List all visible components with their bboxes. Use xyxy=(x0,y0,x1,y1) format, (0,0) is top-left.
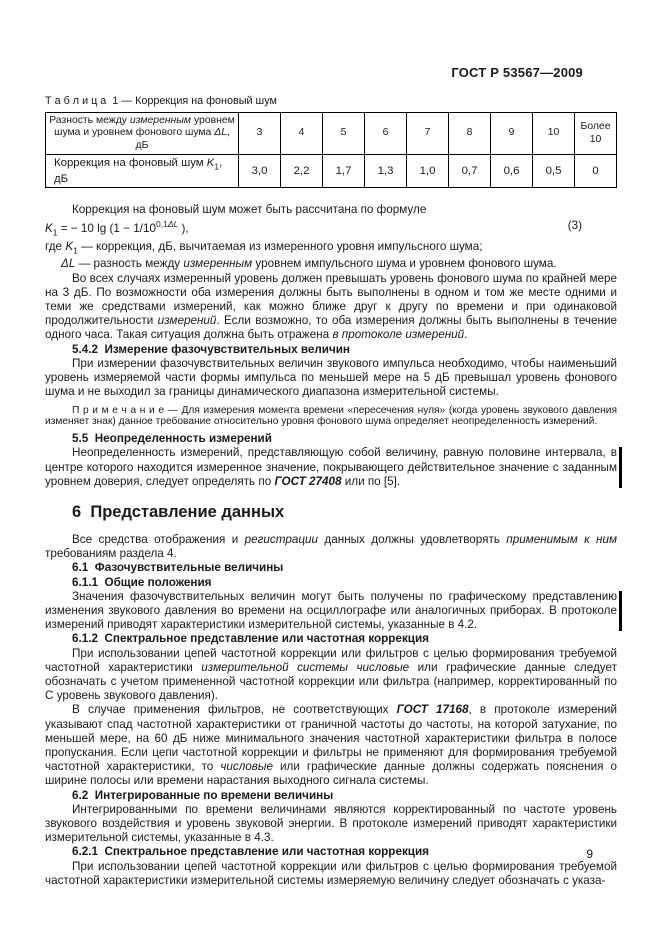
text-run: 1 xyxy=(52,227,58,238)
table-value-cell: 2,2 xyxy=(281,155,323,188)
text-run: ГОСТ 17168 xyxy=(396,703,469,717)
text-run: измеренным xyxy=(183,257,253,271)
table-header-row xyxy=(46,113,617,155)
text-run: 6.1.2 Спектральное представление или частотная коррекция xyxy=(72,632,429,646)
text-run: = − 10 lg (1 − 1/10 xyxy=(57,222,156,236)
where-line xyxy=(45,257,617,271)
subsection-heading xyxy=(45,343,617,357)
table-value-cell: 0 xyxy=(575,155,617,188)
text-run: данных должны удовлетворять xyxy=(318,532,507,546)
text-run: . Если возможно, то оба измерения должны быть выполнены в течение одного часа. Такая ситуация должна быть отражена xyxy=(45,314,617,342)
text-run: уровнем импульсного шума и уровнем фонового шума. xyxy=(252,257,557,271)
text-run: . xyxy=(464,328,468,342)
text-run: В случае применения фильтров, не соответствующих xyxy=(72,703,397,717)
subsection-heading xyxy=(45,632,617,646)
paragraph xyxy=(45,803,617,846)
table-header-cell: 8 xyxy=(449,113,491,155)
formula-number: (3) xyxy=(567,218,582,232)
text-run: измерительной системы числовые xyxy=(201,660,410,674)
text-run: измеренным xyxy=(129,115,192,126)
paragraph xyxy=(45,703,617,788)
text-run: 1 xyxy=(73,245,78,256)
text-run: K xyxy=(45,222,53,236)
text-run: K xyxy=(65,239,74,253)
text-run: — коррекция, дБ, вычитаемая из измеренного уровня импульсного шума; xyxy=(77,239,483,253)
text-run: 6.2 Интегрированные по времени величины xyxy=(72,788,334,802)
text-run: 5.5 Неопределенность измерений xyxy=(72,432,272,446)
table-value-cell: 1,7 xyxy=(323,155,365,188)
table-value-cell: 1,3 xyxy=(365,155,407,188)
formula-expression xyxy=(45,219,189,238)
text-run: Неопределенность измерений, представляющую собой величину, равную половине интервала, в центре которого находится измеренное значение, покрывающего действительное значение с заданным уровнем доверия, следует определять по xyxy=(45,446,617,488)
table-header-cell: Более 10 xyxy=(575,113,617,155)
table-data-row xyxy=(46,155,617,188)
text-run: в протоколе измерений xyxy=(332,328,465,342)
text-run: или графические данные должны содержать пояснения о ширине полосы или времени нарастания выходного сигнала системы. xyxy=(45,760,617,788)
paragraph xyxy=(45,446,617,489)
text-run: применимым к ним xyxy=(506,532,617,546)
table-header-label-cell xyxy=(46,113,239,155)
text-run: , в протоколе измерений указывают спад частотной характеристики от граничной частоты до частоты, на которой затухание, по меньшей мере, на 60 дБ ниже минимального значения частотной характеристики фильтра в полосе пропускания. Если цепи частотной коррекции и фильтры не применяют для формирования требуемой частотной характеристики, то xyxy=(45,703,617,774)
where-line xyxy=(45,240,617,258)
text-run: — разность между xyxy=(75,257,184,271)
paragraph xyxy=(45,647,617,704)
text-run: ΔL xyxy=(214,127,227,139)
table-value-cell: 1,0 xyxy=(407,155,449,188)
text-run: измерений xyxy=(157,314,217,328)
paragraph xyxy=(45,203,617,217)
table-header-cell: 10 xyxy=(533,113,575,155)
table-value-cell: 0,5 xyxy=(533,155,575,188)
table-header-cell: 4 xyxy=(281,113,323,155)
correction-table-body xyxy=(46,113,617,188)
table-header-cell: 6 xyxy=(365,113,407,155)
text-run: ΔL xyxy=(61,257,76,271)
text-run: 5.4.2 Измерение фазочувствительных величин xyxy=(72,342,350,356)
paragraph xyxy=(45,590,617,633)
text-run: П р и м е ч а н и е — Для измерения момента времени «пересечения нуля» (когда уровень звукового давления изменяет знак) данное требование относительно уровня фонового шума определяет неопределенность измерений. xyxy=(45,404,617,428)
table-value-cell: 3,0 xyxy=(239,155,281,188)
text-run: 6.2.1 Спектральное представление или частотная коррекция xyxy=(72,845,429,859)
content-column xyxy=(45,95,617,888)
section-heading xyxy=(45,503,617,522)
table-header-cell: 7 xyxy=(407,113,449,155)
text-run: 6.1.1 Общие положения xyxy=(72,575,212,589)
text-run: или по [5]. xyxy=(341,474,401,488)
text-run: регистрации xyxy=(244,532,319,546)
text-run: K xyxy=(206,157,215,170)
table-value-cell: 0,7 xyxy=(449,155,491,188)
background-noise-correction-table xyxy=(45,112,617,188)
table-caption: Т а б л и ц а 1 — Коррекция на фоновый шум xyxy=(45,95,277,107)
subsection-heading xyxy=(45,561,617,575)
text-run: ), xyxy=(178,222,189,236)
text-run: Коррекция на фоновый шум xyxy=(54,157,207,170)
text-run: 0,1 xyxy=(155,219,168,230)
paragraph xyxy=(45,272,617,343)
note-paragraph xyxy=(45,405,617,429)
table-data-label-cell xyxy=(46,155,239,188)
formula-block xyxy=(45,218,617,240)
table-header-cell: 3 xyxy=(239,113,281,155)
text-run: Все средства отображения и xyxy=(72,532,245,546)
text-run: или графические данные следует обозначать с учетом примененной частотной коррекции или фильтра (например, корректированный по С уровень звукового давления). xyxy=(45,660,617,703)
text-run: Во всех случаях измеренный уровень должен превышать уровень фонового шума по крайней мере на 3 дБ. По возможности оба измерения должны быть выполнены в одном и том же месте одними и теми же средствами измерений, как можно ближе друг к другу по времени и при одинаковой продолжительности xyxy=(45,271,617,328)
document-flow xyxy=(45,203,617,888)
paragraph xyxy=(45,357,617,400)
subsection-heading xyxy=(45,576,617,590)
text-run: ГОСТ 27408 xyxy=(274,474,342,488)
text-run: ΔL xyxy=(167,219,179,230)
paragraph xyxy=(45,533,617,561)
text-run: 6 Представление данных xyxy=(72,502,285,521)
text-run: где xyxy=(45,239,66,253)
paragraph xyxy=(45,860,617,888)
text-run: При использовании цепей частотной коррекции или фильтров с целью формирования требуемой частотной характеристики измерительной системы измеряемую величину следует обозначать с указа- xyxy=(45,859,617,887)
text-run: числовые xyxy=(220,760,274,774)
text-run: Коррекция на фоновый шум может быть рассчитана по формуле xyxy=(72,203,427,217)
text-run: 6.1 Фазочувствительные величины xyxy=(72,561,284,575)
text-run: , дБ xyxy=(54,157,223,185)
subsection-heading xyxy=(45,432,617,446)
text-run: При измерении фазочувствительных величин звукового импульса необходимо, чтобы наименьший уровень измеряемой части формы импульса по меньшей мере на 5 дБ превышал уровень фонового шума и не выходил за границы динамического диапазона измерительной системы. xyxy=(45,356,617,399)
page-number: 9 xyxy=(586,847,593,861)
text-run: Разность между xyxy=(49,115,130,126)
text-run: , дБ xyxy=(135,127,230,151)
text-run: Интегрированными по времени величинами являются корректированный по частоте уровень звукового воздействия и уровень звуковой энергии. В протоколе измерений приводят характеристики измерительной системы, указанные в 4.3. xyxy=(45,802,617,845)
text-run: 1 xyxy=(214,161,220,172)
table-header-cell: 9 xyxy=(491,113,533,155)
text-run: требованиям раздела 4. xyxy=(45,547,177,561)
text-run: Значения фазочувствительных величин могут быть получены по графическому представлению изменения звукового давления во времени на осциллографе или аналогичных приборах. В протоколе измерений приводят характеристики измерительной системы, указанные в 4.2. xyxy=(45,589,617,632)
table-header-cell: 5 xyxy=(323,113,365,155)
text-run: уровнем шума и уровнем фонового шума xyxy=(54,115,235,139)
table-value-cell: 0,6 xyxy=(491,155,533,188)
subsection-heading xyxy=(45,789,617,803)
standard-code: ГОСТ Р 53567—2009 xyxy=(451,65,583,80)
text-run: При использовании цепей частотной коррекции или фильтров с целью формирования требуемой частотной характеристики xyxy=(45,646,617,674)
subsection-heading xyxy=(45,845,617,859)
